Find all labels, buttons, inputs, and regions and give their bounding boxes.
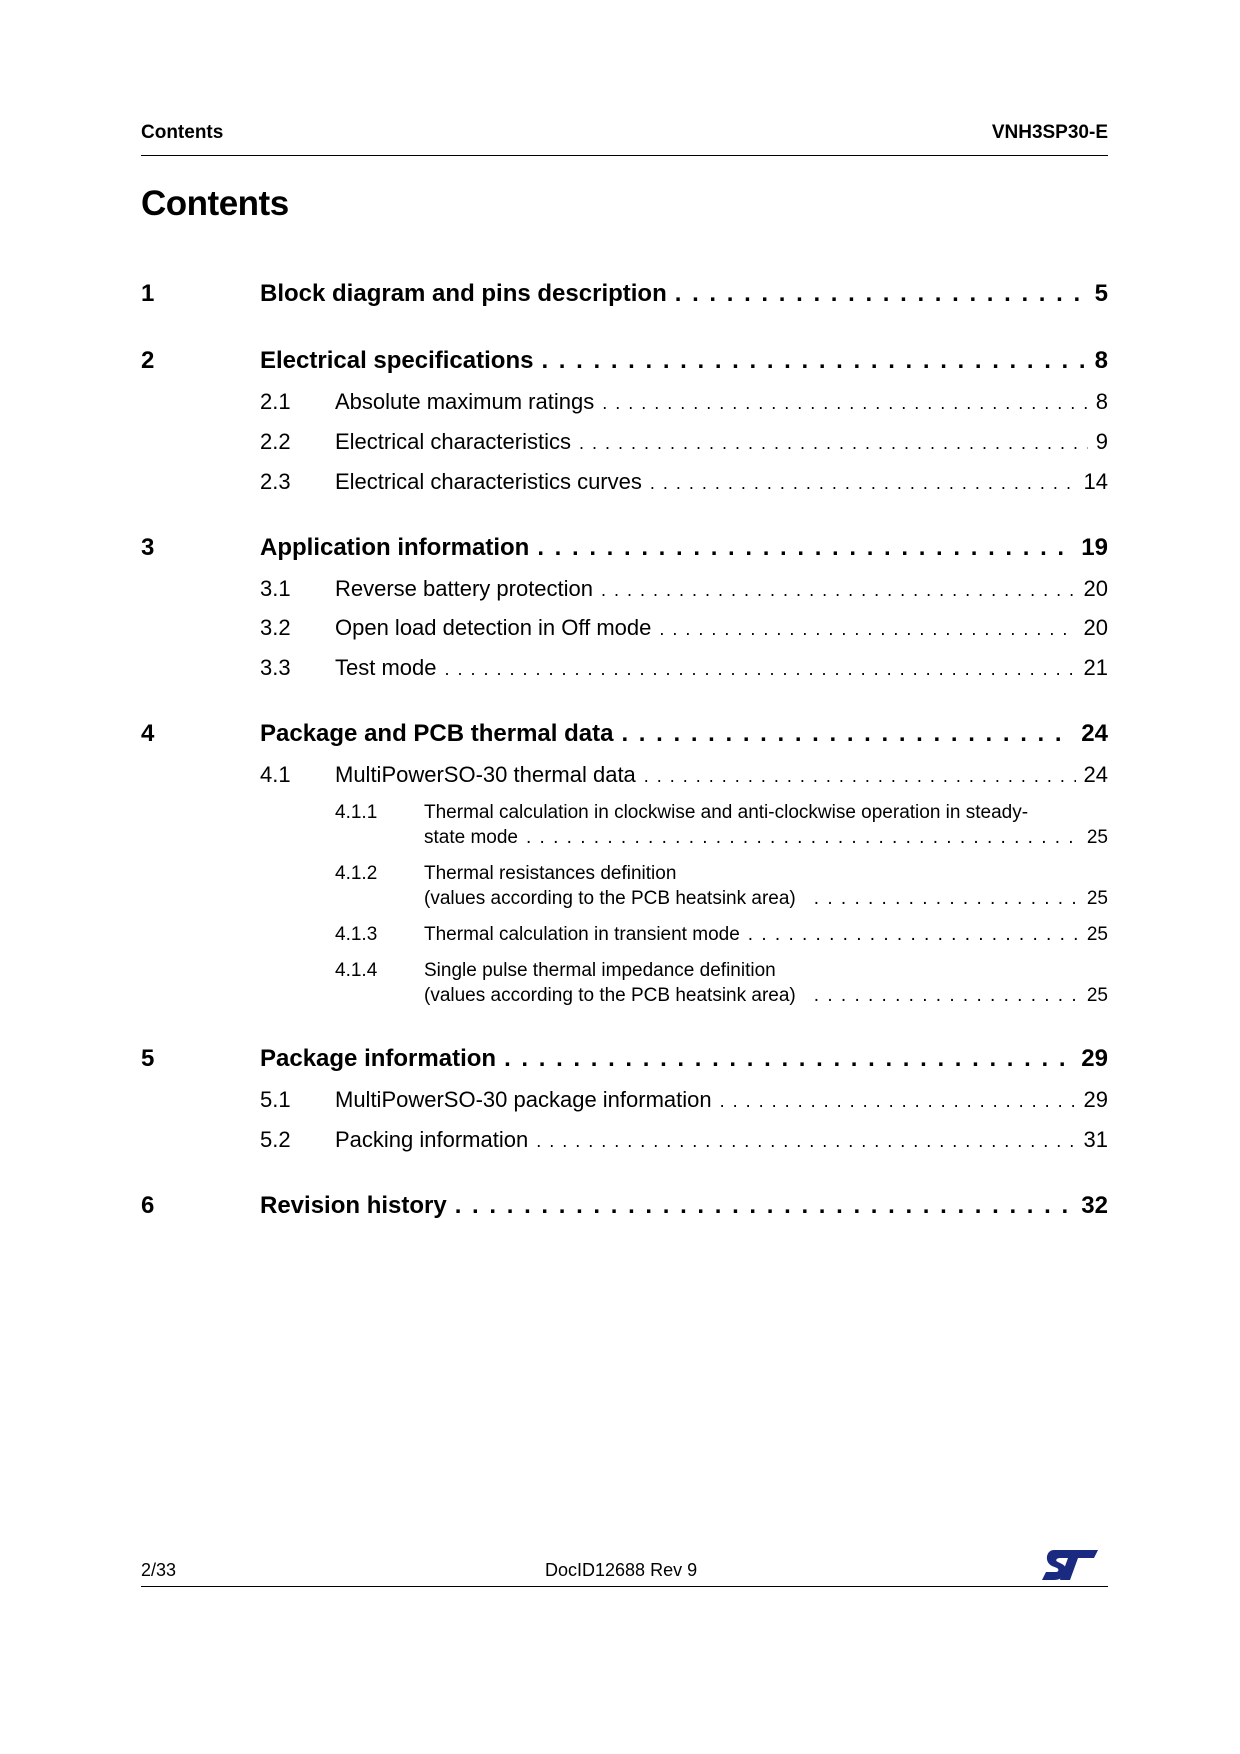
toc-title: Thermal calculation in transient mode (424, 924, 740, 945)
toc-entry-5[interactable] (141, 1045, 1108, 1075)
toc-entry-4-1[interactable] (141, 762, 1108, 790)
footer-doc-id: DocID12688 Rev 9 (545, 1560, 698, 1580)
toc-title-line1: Single pulse thermal impedance definition (424, 960, 776, 981)
toc-page: 19 (1081, 534, 1108, 561)
toc-title: Electrical specifications (260, 347, 534, 374)
toc-page: 29 (1083, 1087, 1108, 1112)
toc-title: Revision history (260, 1192, 447, 1219)
toc-leader (579, 433, 1088, 454)
toc-page: 29 (1081, 1045, 1108, 1072)
toc-title: Open load detection in Off mode (335, 615, 652, 640)
toc-page: 9 (1095, 429, 1108, 454)
toc-number: 5.1 (260, 1087, 291, 1112)
toc-leader (601, 580, 1075, 601)
toc-entry-3-3[interactable] (141, 655, 1108, 683)
page-title: Contents (141, 184, 289, 223)
toc-page: 8 (1095, 389, 1108, 414)
toc-leader (526, 827, 1079, 849)
toc-entry-3[interactable] (141, 534, 1108, 564)
toc-leader (621, 720, 1073, 748)
toc-leader (537, 534, 1073, 562)
toc-number: 4.1.2 (335, 863, 378, 884)
toc-title: MultiPowerSO-30 thermal data (335, 762, 636, 787)
toc-title-line2: (values according to the PCB heatsink area) (424, 888, 796, 909)
toc-title-line1: Thermal resistances definition (424, 863, 677, 884)
toc-page: 21 (1083, 655, 1108, 680)
toc-page: 32 (1081, 1192, 1108, 1219)
toc-page: 20 (1083, 615, 1108, 640)
toc-page: 25 (1086, 985, 1108, 1006)
toc-entry-4[interactable] (141, 720, 1108, 750)
toc-entry-3-2[interactable] (141, 615, 1108, 643)
page-footer (141, 1560, 1108, 1587)
toc-title-line2: state mode (424, 827, 518, 848)
toc-entry-2-3[interactable] (141, 469, 1108, 497)
toc-number: 3.2 (260, 615, 291, 640)
toc-entry-1[interactable] (141, 280, 1108, 310)
toc-number: 2 (141, 347, 155, 374)
toc-entry-4-1-3[interactable] (141, 924, 1108, 950)
toc-number: 6 (141, 1192, 155, 1219)
toc-leader (536, 1131, 1075, 1152)
toc-title-line1: Thermal calculation in clockwise and anti-clockwise operation in steady- (424, 802, 1029, 823)
toc-entry-2-2[interactable] (141, 429, 1108, 457)
toc-number: 2.3 (260, 469, 291, 494)
toc-page: 25 (1086, 924, 1108, 945)
toc-leader (445, 659, 1076, 680)
toc-number: 5.2 (260, 1127, 291, 1152)
toc-leader (644, 766, 1076, 787)
toc-title: Block diagram and pins description (260, 280, 667, 307)
toc-entry-4-1-2[interactable] (141, 863, 1108, 913)
toc-number: 3.1 (260, 576, 291, 601)
toc-leader (504, 1045, 1073, 1073)
toc-number: 5 (141, 1045, 155, 1072)
toc-number: 3 (141, 534, 155, 561)
toc-title: Packing information (335, 1127, 529, 1152)
toc-page: 31 (1083, 1127, 1108, 1152)
toc-number: 1 (141, 280, 155, 307)
page-header (141, 122, 1108, 156)
toc-entry-5-2[interactable] (141, 1127, 1108, 1155)
toc-title: Reverse battery protection (335, 576, 594, 601)
toc-entry-5-1[interactable] (141, 1087, 1108, 1115)
toc-number: 4.1.4 (335, 960, 378, 981)
toc-title: MultiPowerSO-30 package information (335, 1087, 712, 1112)
toc-page: 25 (1086, 888, 1108, 909)
toc-title-line2: (values according to the PCB heatsink area) (424, 985, 796, 1006)
toc-leader (814, 985, 1079, 1007)
toc-entry-4-1-1[interactable] (141, 802, 1108, 852)
st-logo-icon (1040, 1548, 1102, 1582)
toc-number: 4.1.3 (335, 924, 378, 945)
toc-title: Absolute maximum ratings (335, 389, 595, 414)
toc-page: 8 (1094, 347, 1108, 374)
toc-leader (455, 1192, 1074, 1220)
toc-leader (602, 393, 1088, 414)
toc-page: 20 (1083, 576, 1108, 601)
toc-number: 4.1.1 (335, 802, 378, 823)
toc-title: Package and PCB thermal data (260, 720, 614, 747)
toc-page: 24 (1083, 762, 1108, 787)
toc-leader (748, 924, 1079, 946)
toc-number: 4.1 (260, 762, 291, 787)
toc-number: 4 (141, 720, 155, 747)
toc-leader (814, 888, 1079, 910)
toc-title: Electrical characteristics curves (335, 469, 642, 494)
toc-title: Electrical characteristics (335, 429, 571, 454)
toc-number: 2.1 (260, 389, 291, 414)
toc-leader (675, 280, 1087, 308)
toc-leader (720, 1091, 1076, 1112)
toc-entry-4-1-4[interactable] (141, 960, 1108, 1010)
toc-title: Package information (260, 1045, 497, 1072)
header-doc-title: VNH3SP30-E (991, 122, 1108, 143)
toc-leader (541, 347, 1086, 375)
toc-number: 3.3 (260, 655, 291, 680)
footer-page-number: 2/33 (141, 1560, 177, 1580)
toc-title: Test mode (335, 655, 437, 680)
toc-page: 24 (1081, 720, 1108, 747)
toc-title: Application information (260, 534, 530, 561)
toc-entry-2[interactable] (141, 347, 1108, 377)
toc-page: 14 (1083, 469, 1108, 494)
toc-page: 25 (1086, 827, 1108, 848)
toc-entry-3-1[interactable] (141, 576, 1108, 604)
toc-page: 5 (1094, 280, 1108, 307)
toc-leader (659, 619, 1075, 640)
header-section: Contents (141, 122, 224, 143)
toc-entry-6[interactable] (141, 1192, 1108, 1222)
toc-number: 2.2 (260, 429, 291, 454)
toc-entry-2-1[interactable] (141, 389, 1108, 417)
toc-leader (650, 473, 1076, 494)
